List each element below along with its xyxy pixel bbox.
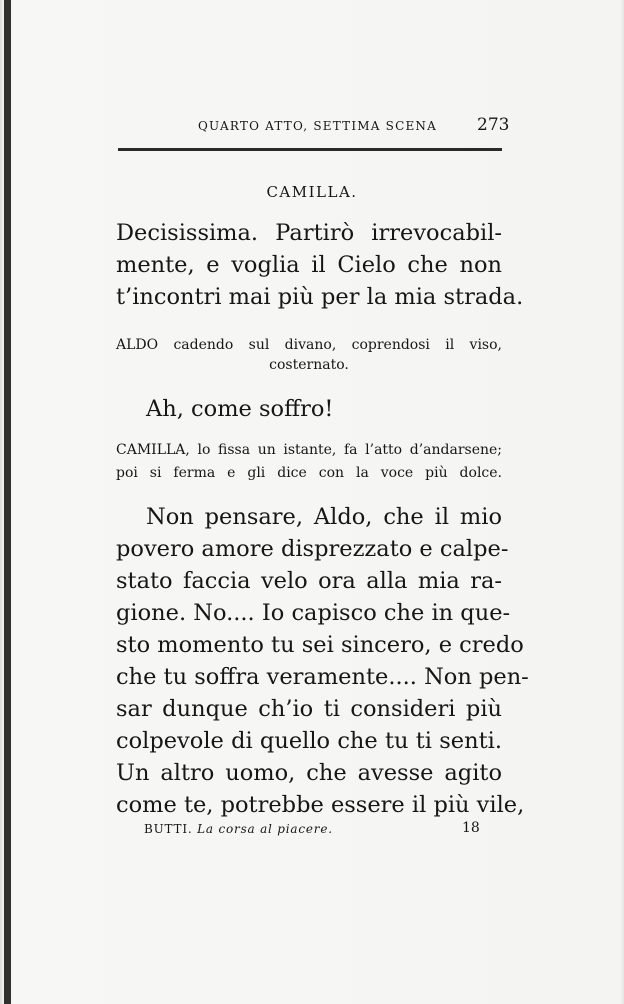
speaker-name: CAMILLA.: [266, 183, 358, 201]
dialogue-line: sar dunque ch’io ti consideri più: [116, 696, 502, 722]
dialogue-line: t’incontri mai più per la mia strada.: [116, 284, 524, 310]
stage-direction-line: poi si ferma e gli dice con la voce più dolce.: [116, 465, 502, 481]
dialogue-line: Non pensare, Aldo, che il mio: [146, 504, 502, 530]
dialogue-line: gione. No.... Io capisco che in que-: [116, 600, 511, 626]
dialogue-line: stato faccia velo ora alla mia ra-: [116, 568, 502, 594]
dialogue-line: colpevole di quello che tu ti senti.: [116, 728, 502, 754]
page-number: 273: [477, 115, 510, 135]
book-title: La corsa al piacere.: [197, 822, 333, 836]
page-spine-edge: [4, 0, 11, 1004]
dialogue-line: sto momento tu sei sincero, e credo: [116, 632, 524, 658]
dialogue-line: che tu soffra veramente.... Non pen-: [116, 664, 529, 690]
stage-direction-line: ALDO cadendo sul divano, coprendosi il viso,: [116, 337, 502, 353]
dialogue-line: Un altro uomo, che avesse agito: [116, 760, 502, 786]
header-rule: [118, 148, 502, 151]
dialogue-line: come te, potrebbe essere il più vile,: [116, 792, 525, 818]
running-title: QUARTO ATTO, SETTIMA SCENA: [198, 119, 437, 133]
dialogue-line: Ah, come soffro!: [146, 396, 334, 422]
dialogue-line: Decisissima. Partirò irrevocabil-: [116, 220, 502, 246]
stage-direction-line: costernato.: [269, 357, 349, 373]
dialogue-line: mente, e voglia il Cielo che non: [116, 252, 502, 278]
dialogue-line: povero amore disprezzato e calpe-: [116, 536, 509, 562]
author-name: BUTTI.: [144, 822, 193, 836]
stage-direction-line: CAMILLA, lo fissa un istante, fa l’atto d’andarsene;: [116, 442, 502, 458]
signature-mark: 18: [462, 820, 480, 836]
footer-title: [144, 822, 333, 836]
